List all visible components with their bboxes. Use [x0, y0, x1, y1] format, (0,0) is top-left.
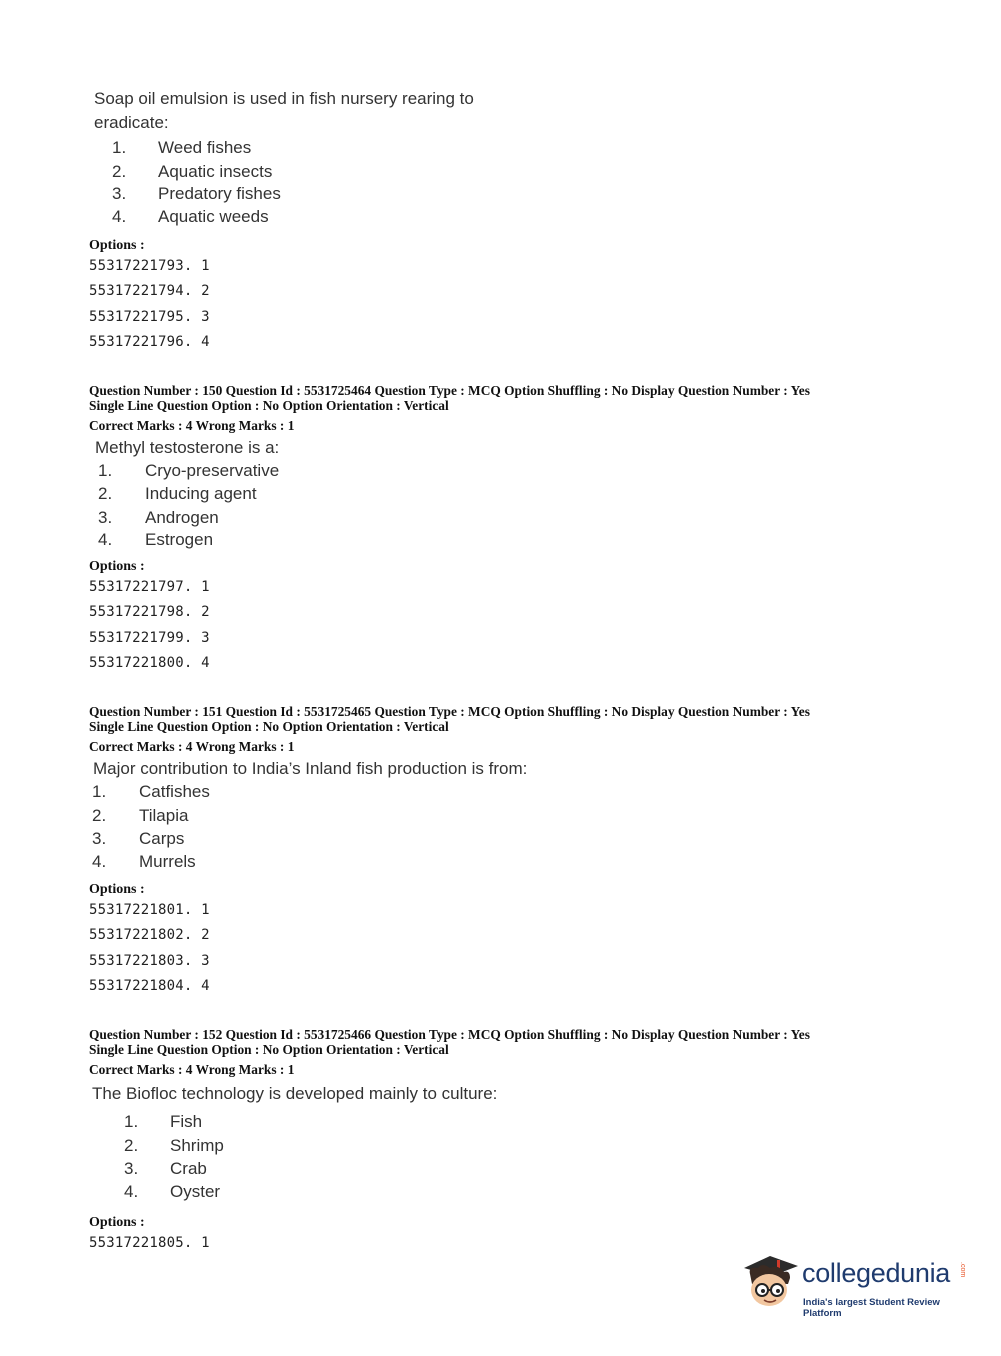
question-marks: Correct Marks : 4 Wrong Marks : 1	[89, 1062, 295, 1077]
choice-label: Fish	[170, 1112, 203, 1131]
question-text: The Biofloc technology is developed mainly to culture:	[92, 1084, 498, 1103]
question-text: Major contribution to India’s Inland fish production is from:	[93, 759, 528, 778]
choice-number: 3.	[98, 508, 113, 527]
option-id: 55317221799. 3	[89, 630, 210, 646]
question-meta-line2: Single Line Question Option : No Option Orientation : Vertical	[89, 1042, 449, 1057]
mascot-icon	[740, 1248, 802, 1318]
choice-label: Androgen	[145, 508, 219, 527]
options-label: Options :	[89, 1215, 145, 1230]
choice-number: 2.	[92, 806, 107, 825]
option-id: 55317221804. 4	[89, 978, 210, 994]
choice-label: Shrimp	[170, 1136, 224, 1155]
choice-label: Weed fishes	[158, 138, 252, 157]
logo-tagline: India's largest Student Review Platform	[803, 1297, 940, 1319]
choice-label: Crab	[170, 1159, 207, 1178]
choice-number: 4.	[124, 1182, 139, 1201]
choice-label: Aquatic weeds	[158, 207, 269, 226]
choice-number: 3.	[92, 829, 107, 848]
choice-number: 1.	[92, 782, 107, 801]
options-label: Options :	[89, 882, 145, 897]
question-meta-line2: Single Line Question Option : No Option Orientation : Vertical	[89, 719, 449, 734]
choice-number: 2.	[124, 1136, 139, 1155]
option-id: 55317221800. 4	[89, 655, 210, 671]
choice-number: 3.	[124, 1159, 139, 1178]
collegedunia-logo[interactable]	[740, 1248, 970, 1318]
choice-number: 4.	[92, 852, 107, 871]
question-text-line1: Soap oil emulsion is used in fish nursery rearing to	[94, 89, 474, 108]
option-id: 55317221794. 2	[89, 283, 210, 299]
question-meta-line2: Single Line Question Option : No Option Orientation : Vertical	[89, 398, 449, 413]
choice-label: Tilapia	[139, 806, 189, 825]
choice-number: 1.	[98, 461, 113, 480]
question-meta: Question Number : 151 Question Id : 5531725465 Question Type : MCQ Option Shuffling : No Display Question Number : Yes	[89, 704, 810, 719]
question-meta: Question Number : 152 Question Id : 5531725466 Question Type : MCQ Option Shuffling : No Display Question Number : Yes	[89, 1027, 810, 1042]
choice-number: 3.	[112, 184, 127, 203]
choice-label: Cryo-preservative	[145, 461, 280, 480]
choice-label: Aquatic insects	[158, 162, 273, 181]
choice-number: 4.	[98, 530, 113, 549]
option-id: 55317221797. 1	[89, 579, 210, 595]
choice-label: Oyster	[170, 1182, 221, 1201]
option-id: 55317221795. 3	[89, 309, 210, 325]
choice-label: Murrels	[139, 852, 196, 871]
logo-wordmark: collegedunia	[802, 1258, 951, 1288]
option-id: 55317221796. 4	[89, 334, 210, 350]
choice-label: Carps	[139, 829, 185, 848]
option-id: 55317221801. 1	[89, 902, 210, 918]
option-id: 55317221793. 1	[89, 258, 210, 274]
question-meta: Question Number : 150 Question Id : 5531725464 Question Type : MCQ Option Shuffling : No Display Question Number : Yes	[89, 383, 810, 398]
choice-number: 2.	[112, 162, 127, 181]
options-label: Options :	[89, 238, 145, 253]
choice-number: 1.	[124, 1112, 139, 1131]
choice-number: 4.	[112, 207, 127, 226]
logo-com: .com	[959, 1262, 966, 1278]
question-marks: Correct Marks : 4 Wrong Marks : 1	[89, 418, 295, 433]
choice-number: 1.	[112, 138, 127, 157]
question-text: Methyl testosterone is a:	[95, 438, 280, 457]
choice-label: Inducing agent	[145, 484, 257, 503]
question-marks: Correct Marks : 4 Wrong Marks : 1	[89, 739, 295, 754]
option-id: 55317221798. 2	[89, 604, 210, 620]
question-text-line2: eradicate:	[94, 113, 169, 132]
choice-number: 2.	[98, 484, 113, 503]
option-id: 55317221803. 3	[89, 953, 210, 969]
choice-label: Estrogen	[145, 530, 214, 549]
option-id: 55317221802. 2	[89, 927, 210, 943]
option-id: 55317221805. 1	[89, 1235, 210, 1251]
choice-label: Catfishes	[139, 782, 210, 801]
choice-label: Predatory fishes	[158, 184, 281, 203]
options-label: Options :	[89, 559, 145, 574]
